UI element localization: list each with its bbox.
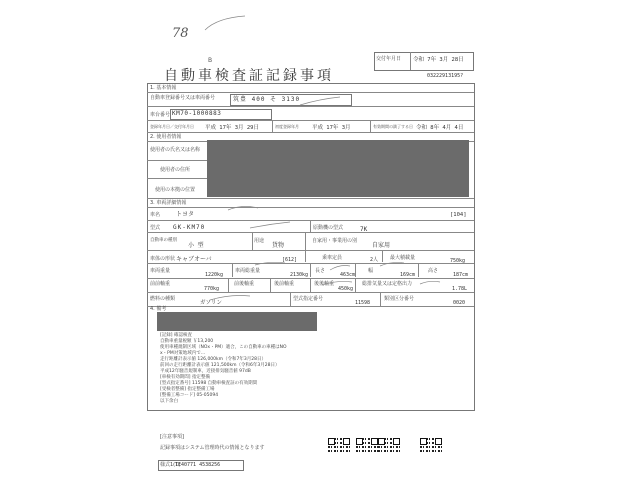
model: GK-KM70: [173, 224, 206, 231]
first-reg-date: 平成 17年 3月 29日: [205, 125, 259, 131]
rear-front-axle-label: 後前軸重: [274, 281, 295, 287]
capacity: 2人: [370, 257, 379, 263]
user-address-label: 使用者の住所: [160, 167, 191, 173]
section-notes-heading: 4. 備考: [150, 306, 167, 312]
weight-label: 車両重量: [150, 268, 171, 274]
note-line: [記録] 確認検査: [160, 333, 192, 338]
doc-number: 03222913195?: [427, 73, 464, 79]
front-rear-axle-label: 前後軸重: [234, 281, 255, 287]
user-name-label: 使用者の氏名又は名称: [150, 147, 201, 153]
footer-title: [注意事項]: [160, 434, 184, 440]
height-label: 高さ: [428, 268, 439, 274]
front-axle: 770kg: [204, 286, 220, 292]
handwritten-number: 78: [172, 26, 189, 41]
fuel-label: 燃料の種類: [150, 296, 176, 302]
model-label: 型式: [150, 225, 161, 231]
maker-code: [104]: [450, 212, 467, 218]
weight: 1220kg: [205, 272, 224, 278]
length: 463cm: [340, 272, 356, 278]
engine-label: 原動機の型式: [313, 225, 344, 231]
shape-label: 車体の形状: [150, 256, 176, 262]
length-label: 長さ: [315, 268, 326, 274]
reg-no-label: 自動車登録番号又は車両番号: [150, 95, 216, 101]
shape-code: [612]: [282, 257, 298, 263]
note-line: [車検有効期間] 指定整備: [160, 375, 210, 380]
qr-code-4: [420, 438, 442, 454]
base-location-label: 使用の本拠の位置: [155, 187, 196, 193]
purpose: 自家用: [372, 242, 391, 249]
note-line: 使用車種規制区域（NOx・PM）適合，この自動車の車種はNO: [160, 345, 287, 350]
use: 貨物: [272, 242, 285, 249]
qr-code-3: [378, 438, 400, 454]
footer-text: 記録事項はシステム管理時代の情報となります: [160, 445, 265, 451]
doc-letter: B: [208, 57, 213, 64]
class-no: 0020: [453, 300, 466, 306]
note-line: 自動車重量税額 ￥13,200: [160, 339, 214, 344]
chassis-label: 車台番号: [150, 112, 171, 118]
expiry-label: 有効期間の満了する日: [373, 124, 413, 129]
note-line: 走行距離計表示値 126,000km（令和7年3月28日）: [160, 357, 266, 362]
reg-no: 筑豊 400 そ 3130: [233, 96, 301, 103]
note-line: [受検者整備] 指定整備工場: [160, 387, 215, 392]
displacement: 1.78L: [452, 286, 468, 292]
note-line: 前回の走行距離計表示値 121,500km（令和6年3月28日）: [160, 363, 280, 368]
page-title: 自動車検査証記録事項: [164, 68, 334, 84]
max-load-label: 最大積載量: [390, 255, 416, 261]
qr-code-1: [328, 438, 350, 454]
qr-code-2: [356, 438, 378, 454]
issue-date-label: 交付年月日: [376, 56, 402, 62]
type-no-label: 型式指定番号: [293, 296, 324, 302]
type-no: 11598: [355, 300, 371, 306]
footer-code-label: 様式1(1): [160, 462, 181, 468]
gross-label: 車両総重量: [235, 268, 261, 274]
width-label: 幅: [368, 268, 374, 274]
section-owner-heading: 2. 使用者情報: [150, 134, 182, 140]
fuel: ガソリン: [200, 300, 223, 306]
section-basic-heading: 1. 基本情報: [150, 85, 177, 91]
class-no-label: 類別区分番号: [384, 296, 415, 302]
rear-axle-label: 後後軸重: [314, 281, 335, 287]
shape: キャブオーバ: [176, 256, 212, 263]
max-load: 750kg: [450, 258, 466, 264]
note-line: x・PM対策地域内で…: [160, 351, 206, 356]
rear-axle: 450kg: [338, 286, 354, 292]
first-year-label: 初度登録年月: [275, 124, 299, 129]
capacity-label: 乗車定員: [322, 255, 343, 261]
width: 169cm: [400, 272, 416, 278]
expiry-date: 令和 8年 4月 4日: [416, 125, 464, 131]
vehicle-type-label: 自動車の種別: [150, 238, 177, 243]
footer-code: TE40771 4538256: [175, 462, 221, 468]
section-vehicle-heading: 3. 車両詳細情報: [150, 200, 187, 206]
vehicle-type: 小 型: [188, 242, 204, 249]
note-line: [整備工場コード] 05-05094: [160, 393, 219, 398]
engine: 7K: [360, 226, 368, 233]
gross: 2130kg: [290, 272, 309, 278]
chassis-no: KM70-1000883: [172, 110, 222, 117]
front-axle-label: 前前軸重: [150, 281, 171, 287]
note-line: 以下余白: [160, 399, 178, 404]
issue-date: 令和 7年 3月 28日: [413, 57, 464, 63]
first-reg-label: 登録年月日／交付年月日: [150, 124, 194, 129]
note-line: 平成12年騒音規制車，近接排気騒音値 97dB: [160, 369, 251, 374]
note-line: [型式指定番号] 11598 自動車検査証の有効期間: [160, 381, 258, 386]
first-year: 平成 17年 3月: [312, 125, 351, 131]
maker-label: 車名: [150, 212, 161, 218]
purpose-label: 自家用・事業用の別: [312, 238, 358, 244]
height: 187cm: [453, 272, 469, 278]
use-label: 用途: [254, 238, 265, 244]
maker: トヨタ: [176, 211, 195, 218]
displacement-label: 総排気量又は定格出力: [362, 281, 413, 287]
